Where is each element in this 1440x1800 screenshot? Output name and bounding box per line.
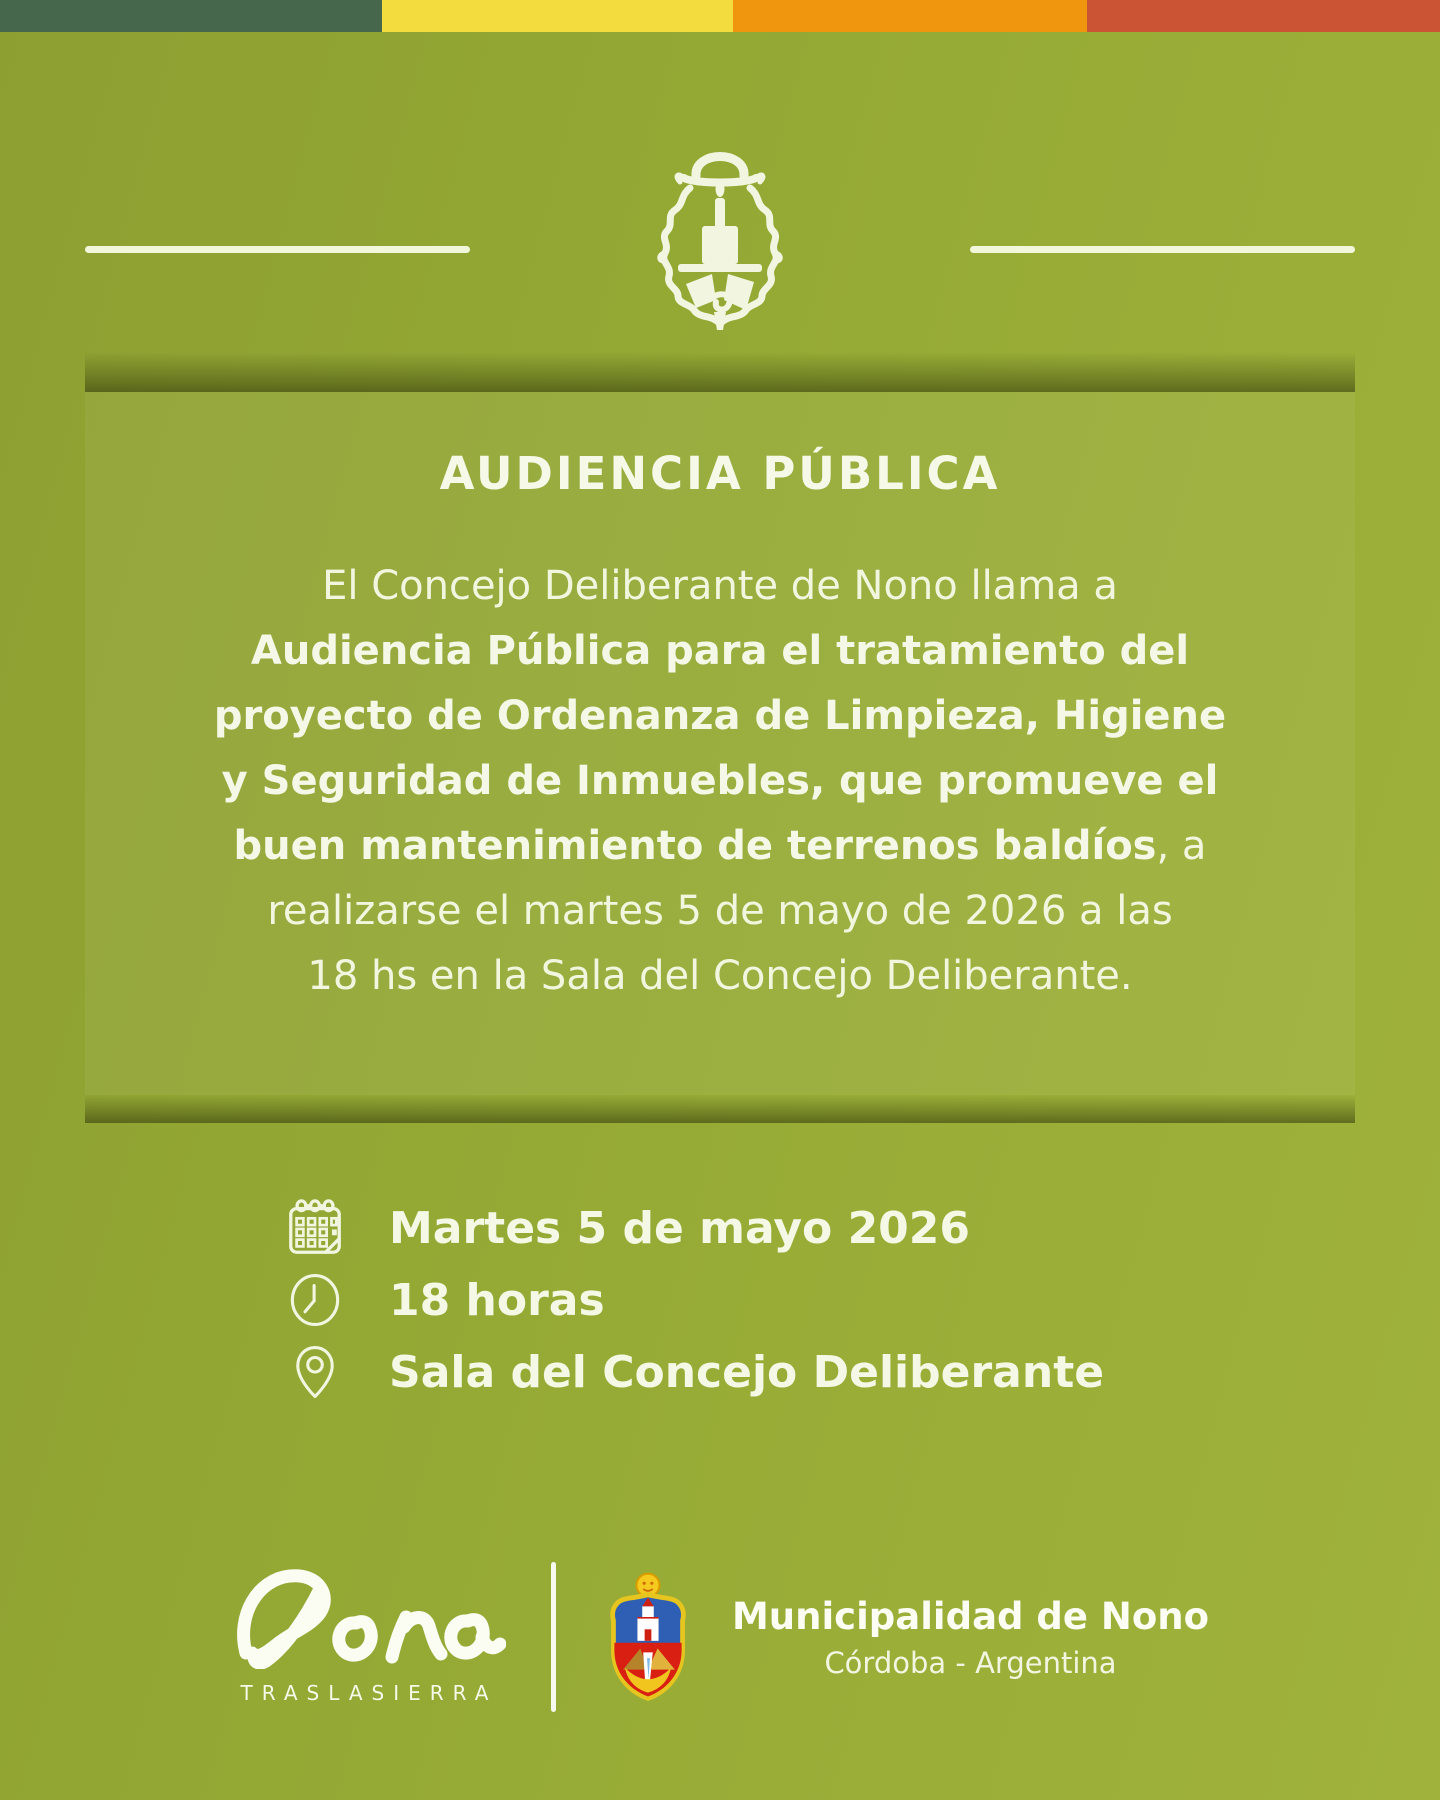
footer-divider [551, 1562, 556, 1712]
card-title: AUDIENCIA PÚBLICA [439, 447, 1001, 500]
stripe-red [1087, 0, 1440, 32]
municipality-name: Municipalidad de Nono [731, 1595, 1210, 1638]
footer [0, 1562, 1440, 1712]
event-details [283, 1196, 1104, 1412]
municipality-location: Córdoba - Argentina [824, 1646, 1117, 1680]
detail-row-location [283, 1340, 1104, 1404]
stripe-orange [733, 0, 1087, 32]
stripe-dark-green [0, 0, 382, 32]
announcement-card [85, 392, 1355, 1095]
paragraph-line: realizarse el martes 5 de mayo de 2026 a las [267, 888, 1173, 934]
paragraph-line: El Concejo Deliberante de Nono llama a [322, 563, 1118, 609]
detail-row-date [283, 1196, 1104, 1260]
paragraph-line: Audiencia Pública para el tratamiento del [250, 628, 1190, 674]
clock-icon [283, 1268, 347, 1332]
header-rule-left [85, 246, 470, 253]
detail-location-label: Sala del Concejo Deliberante [389, 1346, 1105, 1398]
municipality-block [600, 1569, 1209, 1705]
municipal-crest-color-icon [600, 1569, 696, 1705]
card-top-fold-shadow [85, 352, 1355, 392]
top-color-stripes [0, 0, 1440, 32]
paragraph-line: buen mantenimiento de terrenos baldíos, a [233, 823, 1207, 869]
nono-script-logo-icon [232, 1569, 506, 1669]
card-bottom-fold-shadow [85, 1095, 1355, 1123]
stripe-yellow [382, 0, 733, 32]
brand-tagline: TRASLASIERRA [240, 1681, 498, 1705]
paragraph-line: proyecto de Ordenanza de Limpieza, Higiene [213, 693, 1227, 739]
nono-brand-logo [231, 1569, 507, 1705]
paragraph-line: 18 hs en la Sala del Concejo Deliberante. [307, 953, 1133, 999]
location-pin-icon [283, 1340, 347, 1404]
detail-row-time [283, 1268, 1104, 1332]
paragraph-line: y Seguridad de Inmuebles, que promueve el [221, 758, 1219, 804]
detail-time-label: 18 horas [389, 1274, 605, 1326]
detail-date-label: Martes 5 de mayo 2026 [389, 1202, 971, 1254]
municipality-text [732, 1594, 1209, 1680]
header-rule-right [970, 246, 1355, 253]
municipal-crest-white-icon [650, 132, 790, 338]
calendar-icon [283, 1196, 347, 1260]
card-paragraph [85, 554, 1355, 1009]
